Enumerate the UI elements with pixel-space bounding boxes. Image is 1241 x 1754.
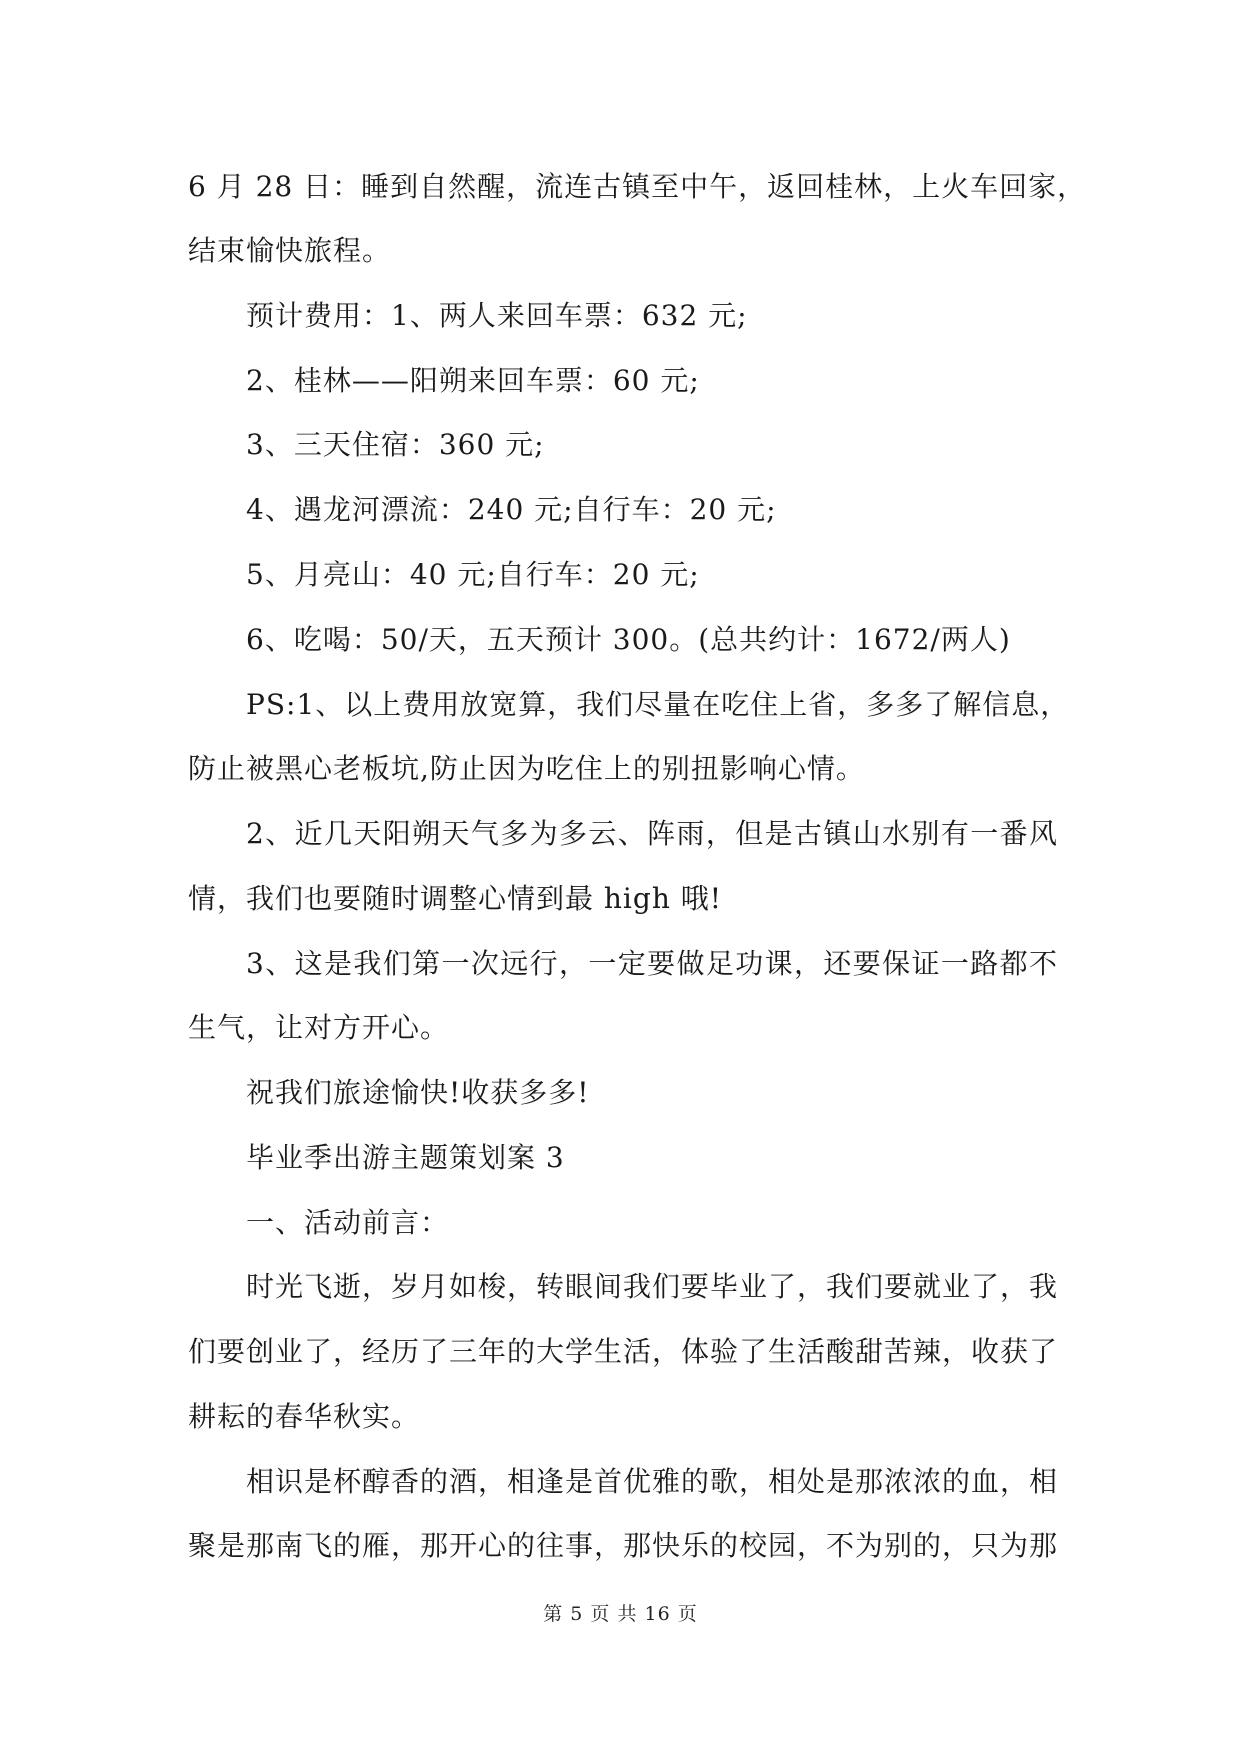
paragraph-line: PS:1、以上费用放宽算，我们尽量在吃住上省，多多了解信息， [246, 688, 1070, 721]
paragraph-line: 耕耘的春华秋实。 [188, 1400, 421, 1433]
subsection-heading: 一、活动前言： [246, 1206, 450, 1239]
paragraph-line: 4、遇龙河漂流：240 元;自行车：20 元; [246, 493, 777, 526]
paragraph-line: 6、吃喝：50/天，五天预计 300。(总共约计：1672/两人) [246, 623, 1011, 656]
paragraph-line: 生气，让对方开心。 [188, 1011, 450, 1044]
paragraph-line: 们要创业了，经历了三年的大学生活，体验了生活酸甜苦辣，收获了 [188, 1335, 1059, 1368]
paragraph-line: 3、这是我们第一次远行，一定要做足功课，还要保证一路都不 [246, 947, 1058, 980]
paragraph-line: 时光飞逝，岁月如梭，转眼间我们要毕业了，我们要就业了，我 [246, 1270, 1059, 1303]
paragraph-line: 6 月 28 日：睡到自然醒，流连古镇至中午，返回桂林，上火车回家， [188, 170, 1087, 203]
paragraph-line: 防止被黑心老板坑,防止因为吃住上的别扭影响心情。 [188, 752, 865, 785]
paragraph-line: 相识是杯醇香的酒，相逢是首优雅的歌，相处是那浓浓的血，相 [246, 1465, 1059, 1498]
paragraph-line: 聚是那南飞的雁，那开心的往事，那快乐的校园，不为别的，只为那 [188, 1529, 1059, 1562]
paragraph-line: 3、三天住宿：360 元; [246, 428, 545, 461]
paragraph-line: 结束愉快旅程。 [188, 234, 392, 267]
paragraph-line: 祝我们旅途愉快!收获多多! [246, 1076, 590, 1109]
page-footer: 第 5 页 共 16 页 [543, 1603, 698, 1625]
paragraph-line: 5、月亮山：40 元;自行车：20 元; [246, 558, 700, 591]
paragraph-line: 2、近几天阳朔天气多为多云、阵雨，但是古镇山水别有一番风 [246, 817, 1058, 850]
paragraph-line: 情，我们也要随时调整心情到最 high 哦! [188, 882, 722, 915]
paragraph-line: 预计费用：1、两人来回车票：632 元; [246, 299, 748, 332]
paragraph-line: 2、桂林——阳朔来回车票：60 元; [246, 364, 700, 397]
section-heading: 毕业季出游主题策划案 3 [246, 1141, 565, 1174]
